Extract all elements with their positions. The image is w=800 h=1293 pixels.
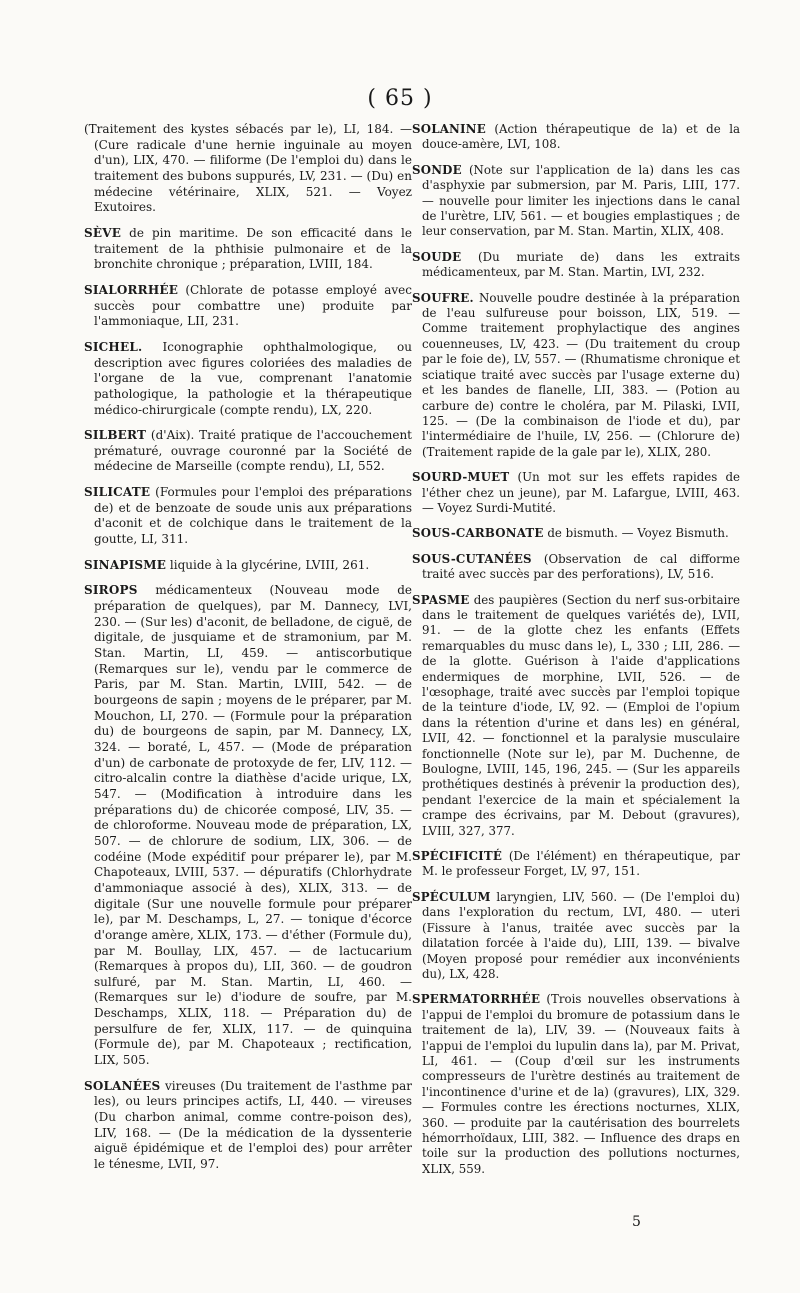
entry-text: vireuses (Du traitement de l'asthme par les), ou leurs principes actifs, LI, 440. — vireuses (Du charbon animal, comme contre-poison des), LIV, 168. — (De la médication de la dyssenterie aiguë épidémique et de l'emploi des) pour arrêter le ténesme, LVII, 97. bbox=[94, 1078, 412, 1172]
index-entry bbox=[412, 122, 740, 153]
entry-headword: SOUFRE. bbox=[412, 290, 474, 305]
entry-text: Iconographie ophthalmologique, ou description avec figures coloriées des maladies de l'organe de la vue, comprenant l'anatomie pathologique, la pathologie et la thérapeutique médico-chirurgicale (compte rendu), LX, 220. bbox=[94, 339, 412, 417]
entry-headword: SINAPISME bbox=[84, 557, 167, 572]
index-entry bbox=[84, 428, 412, 475]
entry-text: (Trois nouvelles observations à l'appui de l'emploi du bromure de potassium dans le traitement de la), LIV, 39. — (Nouveaux faits à l'appui de l'emploi du lupulin dans la), par M. Privat, LI, 461. — (Coup d'œil sur les instruments compresseurs de l'urètre destinés au traitement de l'incontinence d'urine et de la) (gravures), LIX, 329. — Formules contre les érections nocturnes, XLIX, 360. — produite par la cautérisation des bourrelets hémorrhoïdaux, LIII, 382. — Influence des draps en toile sur la production des pollutions nocturnes, XLIX, 559. bbox=[422, 992, 740, 1176]
entry-headword: SONDE bbox=[412, 162, 462, 177]
entry-text: laryngien, LIV, 560. — (De l'emploi du) dans l'exploration du rectum, LVI, 480. — uteri (Fissure à l'anus, traitée avec succès par la dilatation forcée à l'aide du), LIII, 139. — bivalve (Moyen proposé pour remédier aux inconvénients du), LX, 428. bbox=[422, 889, 740, 981]
entry-text: liquide à la glycérine, LVIII, 261. bbox=[169, 557, 370, 572]
index-entry bbox=[84, 340, 412, 418]
entry-text: de bismuth. — Voyez Bismuth. bbox=[547, 526, 729, 541]
page-number: ( 65 ) bbox=[367, 86, 433, 111]
index-entry bbox=[84, 485, 412, 548]
entry-headword: SÈVE bbox=[84, 225, 122, 240]
entry-headword: SPASME bbox=[412, 592, 470, 607]
entry-text: (Un mot sur les effets rapides de l'éther chez un jeune), par M. Lafargue, LVIII, 463. — Voyez Surdi-Mutité. bbox=[422, 470, 741, 515]
entry-headword: SIALORRHÉE bbox=[84, 282, 179, 297]
entry-text: de pin maritime. De son efficacité dans le traitement de la phthisie pulmonaire et de la bronchite chronique ; préparation, LVIII, 184. bbox=[94, 225, 412, 272]
entry-headword: SOLANINE bbox=[412, 122, 486, 136]
entry-headword: SILICATE bbox=[84, 485, 151, 500]
index-entry bbox=[412, 291, 740, 460]
index-entry bbox=[84, 283, 412, 330]
entry-headword: SOURD-MUET bbox=[412, 470, 510, 485]
signature-mark: 5 bbox=[632, 1214, 641, 1230]
entry-headword: SOLANÉES bbox=[84, 1078, 161, 1093]
entry-headword: SOUS-CUTANÉES bbox=[412, 551, 532, 566]
left-column bbox=[84, 122, 412, 1183]
index-entry bbox=[412, 890, 740, 982]
entry-text: (Note sur l'application de la) dans les cas d'asphyxie par submersion, par M. Paris, LIII, 177. — nouvelle pour limiter les injections dans le canal de l'urètre, LIV, 561. — et bougies emplastiques ; de leur conservation, par M. Stan. Martin, XLIX, 408. bbox=[422, 162, 741, 239]
entry-text: Nouvelle poudre destinée à la préparation de l'eau sulfureuse pour boisson, LIX, 519. — Comme traitement prophylactique des angines couenneuses, LV, 423. — (Du traitement du croup par le foie de), LV, 557. — (Rhumatisme chronique et sciatique traité avec succès par l'usage externe du) et les bandes de flanelle, LII, 383. — (Potion au carbure de) contre le choléra, par M. Pilaski, LVII, 125. — (De la combinaison de l'iode et du), par l'intermédiaire de l'huile, LV, 256. — (Chlorure de) (Traitement rapide de la gale par le), XLIX, 280. bbox=[422, 290, 741, 459]
index-entry bbox=[412, 992, 740, 1177]
index-entry bbox=[412, 163, 740, 240]
index-entry bbox=[84, 122, 412, 216]
entry-text: (d'Aix). Traité pratique de l'accouchement prématuré, ouvrage couronné par la Société de médecine de Marseille (compte rendu), LI, 552. bbox=[94, 428, 412, 474]
index-entry bbox=[412, 526, 740, 541]
entry-text: (Du muriate de) dans les extraits médicamenteux, par M. Stan. Martin, LVI, 232. bbox=[422, 249, 741, 280]
index-entry bbox=[84, 558, 412, 574]
index-entry bbox=[412, 552, 740, 583]
entry-text: (De l'élément) en thérapeutique, par M. le professeur Forget, LV, 97, 151. bbox=[422, 849, 740, 879]
entry-headword: SOUS-CARBONATE bbox=[412, 526, 544, 541]
index-entry bbox=[412, 470, 740, 516]
entry-text: des paupières (Section du nerf sus-orbitaire dans le traitement de quelques variétés de), LVII, 91. — de la glotte chez les enfants (Effets remarquables du musc dans le), L, 330 ; LII, 286. — de la glotte. Guérison à l'aide d'applications endermiques de morphine, LVII, 526. — de l'œsophage, traité avec succès par l'emploi topique de la teinture d'iode, LV, 92. — (Emploi de l'opium dans la rétention d'urine et dans les) en général, LVII, 42. — fonctionnel et la paralysie musculaire fonctionnelle (Note sur le), par M. Duchenne, de Boulogne, LVIII, 145, 196, 245. — (Sur les appareils prothétiques destinés à prévenir la production des), pendant l'exercice de la main et spécialement la crampe des écrivains, par M. Debout (gravures), LVIII, 327, 377. bbox=[422, 592, 740, 838]
index-entry bbox=[412, 593, 740, 840]
entry-headword: SPERMATORRHÉE bbox=[412, 992, 541, 1007]
entry-headword: SPÉCIFICITÉ bbox=[412, 849, 503, 864]
entry-headword: SILBERT bbox=[84, 428, 147, 443]
entry-text: (Formules pour l'emploi des préparations de) et de benzoate de soude unis aux préparations d'aconit et de colchique dans le traitement de la goutte, LI, 311. bbox=[94, 485, 412, 547]
index-entry bbox=[84, 226, 412, 273]
entry-headword: SIROPS bbox=[84, 583, 138, 598]
index-entry bbox=[84, 583, 412, 1068]
entry-text: (Action thérapeutique de la) et de la douce-amère, LVI, 108. bbox=[422, 122, 740, 152]
index-entry bbox=[412, 250, 740, 281]
entry-text: (Traitement des kystes sébacés par le), LI, 184. — (Cure radicale d'une hernie inguinale au moyen d'un), LIX, 470. — filiforme (De l'emploi du) dans le traitement des bubons suppurés, LV, 231. — (Du) en médecine vétérinaire, XLIX, 521. — Voyez Exutoires. bbox=[84, 122, 412, 215]
entry-headword: SICHEL. bbox=[84, 339, 143, 354]
entry-text: (Observation de cal difforme traité avec succès par des perforations), LV, 516. bbox=[422, 551, 740, 582]
entry-headword: SOUDE bbox=[412, 249, 462, 264]
right-column bbox=[412, 122, 740, 1187]
index-entry bbox=[84, 1079, 412, 1173]
entry-text: médicamenteux (Nouveau mode de préparation de quelques), par M. Dannecy, LVI, 230. — (Sur les) d'aconit, de belladone, de ciguë, de digitale, de jusquiame et de stramonium, par M. Stan. Martin, LI, 459. — antiscorbutique (Remarques sur le), vendu par le commerce de Paris, par M. Stan. Martin, LVIII, 542. — de bourgeons de sapin ; moyens de le préparer, par M. Mouchon, LI, 270. — (Formule pour la préparation du) de bourgeons de sapin, par M. Dannecy, LX, 324. — boraté, L, 457. — (Mode de préparation d'un) de carbonate de protoxyde de fer, LIV, 112. — citro-alcalin contre la diathèse d'acide urique, LX, 547. — (Modification à introduire dans les préparations du) de chicorée composé, LIV, 35. — de chloroforme. Nouveau mode de préparation, LX, 507. — de chlorure de sodium, LIX, 306. — de codéine (Mode expéditif pour préparer le), par M. Chapoteaux, LVIII, 537. — dépuratifs (Chlorhydrate d'ammoniaque associé à des), XLIX, 313. — de digitale (Sur une nouvelle formule pour préparer le), par M. Deschamps, L, 27. — tonique d'écorce d'orange amère, XLIX, 173. — d'éther (Formule du), par M. Boullay, LIX, 457. — de lactucarium (Remarques à propos du), LII, 360. — de goudron sulfuré, par M. Stan. Martin, LI, 460. — (Remarques sur le) d'iodure de soufre, par M. Deschamps, XLIX, 118. — Préparation du) de persulfure de fer, XLIX, 117. — de quinquina (Formule de), par M. Chapoteaux ; rectification, LIX, 505. bbox=[94, 583, 412, 1068]
entry-text: (Chlorate de potasse employé avec succès pour combattre une) produite par l'ammoniaque, LII, 231. bbox=[94, 282, 412, 329]
entry-headword: SPÉCULUM bbox=[412, 889, 491, 904]
index-entry bbox=[412, 849, 740, 880]
